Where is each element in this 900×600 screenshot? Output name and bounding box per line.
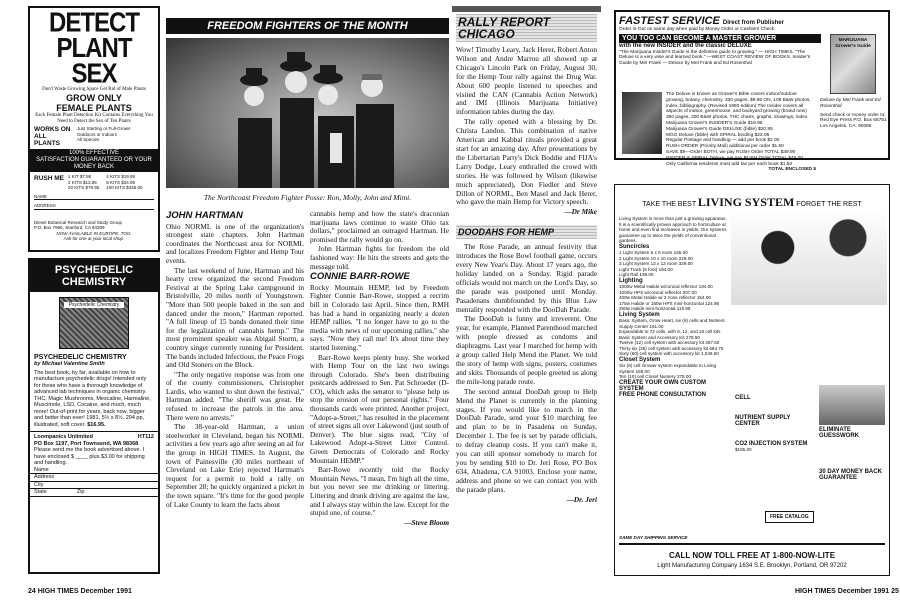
fastest-with-new: with the new INSIDER and the classic DELUXE bbox=[619, 42, 752, 49]
guarantee-heading: 30 DAY MONEY BACK GUARANTEE bbox=[819, 469, 882, 481]
insider-book-image bbox=[622, 92, 662, 154]
psyc-order-text: Please send me the book advertised above. I have enclosed $ ____ plus $3.00 for shipping and handling. bbox=[34, 447, 145, 466]
price-item: Ten (10) cell Closet Nursery 275.00 bbox=[619, 374, 692, 380]
psyc-state-zip bbox=[30, 489, 158, 497]
kit-option-2kits[interactable]: 2 KITS $13.95 bbox=[67, 179, 97, 185]
price-item: Basic System and Accessory Kit 278.50 bbox=[619, 334, 700, 340]
order-item: SAVE $9—Order BOTH, we pay RUSH Order TOTAL $39.90 bbox=[666, 149, 796, 155]
article-paragraph: "The only negative response was from one of the county commissioners, Christopher Lardis, who wanted to shut down the festival," Hartman added. "The sheriff was great. He refused to increase the patrols in the area. There were no arrests." bbox=[166, 369, 304, 422]
order-item: Only California residents must add tax per each book $1.50 bbox=[666, 161, 793, 167]
psyc-header-line1: PSYCHEDELIC bbox=[54, 264, 134, 276]
detect-title-line2: PLANT bbox=[56, 32, 132, 64]
psyc-city-field[interactable]: City bbox=[30, 482, 158, 490]
book-caption: Deluxe by Mel Frank and Ed Rosenthal bbox=[820, 98, 881, 109]
price-item: Expandable to 72 cells, with 6, 12, and 18 cell kits bbox=[619, 329, 721, 335]
photo-caption: The Northcoast Freedom Fighter Posse: Ron, Molly, John and Mimi. bbox=[203, 193, 412, 202]
detect-europe-sub: Ask for one at your local shop. bbox=[63, 236, 125, 241]
rally-title bbox=[456, 14, 597, 42]
price-item: 1000w HPS w/conical reflector 207.00 bbox=[619, 289, 697, 295]
psyc-address: PO Box 1197, Port Townsend, WA 98368 bbox=[34, 440, 139, 447]
free-catalog-badge[interactable]: FREE CATALOG bbox=[765, 511, 814, 523]
price-item: Light Track (6 foot) 194.00 bbox=[619, 266, 673, 272]
works-item: Outdoors or Indoors bbox=[77, 131, 118, 137]
doodahs-body bbox=[456, 243, 597, 504]
meter-image bbox=[819, 385, 885, 425]
freedom-column-2 bbox=[310, 210, 449, 582]
create-system: CREATE YOUR OWN CUSTOM SYSTEM bbox=[619, 379, 707, 392]
price-item: 250w Halide mini-horizontal 119.95 bbox=[619, 306, 691, 312]
article-paragraph: The DooDah is funny and irreverent. One year, for example, Planned Parenthood marched with people dressed as condoms and diaphragms. Last year I marched for hemp with a group called Help Mend the Planet. We told the story of hemp with signs, posters, costumes and skits. Thousands of people greeted us along the mile-long parade route. bbox=[456, 314, 597, 386]
living-system-ad bbox=[614, 184, 890, 576]
living-forget: FORGET THE REST bbox=[796, 201, 862, 208]
living-brand: LIVING SYSTEM bbox=[697, 195, 795, 209]
eliminate-heading: ELIMINATE GUESSWORK bbox=[819, 427, 860, 439]
kit-options bbox=[68, 174, 143, 191]
fastest-desc: The Deluxe is known as Grower's Bible covers indoor/outdoor growing, botany, chemistry. 330 pages. $9.95 ON, 108 B&W photos, index, bibliography. (Revised 1990 edition) The Insider covers all aspects of indoor, greenhouse, and backyard growing (brand new) 360 pages, 200 B&W photos, THC charts, graphs, drawings, index. bbox=[666, 92, 811, 121]
article-paragraph: The rally opened with a blessing by Dr. Christa Landon. This combination of native American and Kabbal rituals provided a great start for an amazing day. After presentations by the Libertarian Party's Dick Boddie and FIJA's Larry Dodge, Leary enthralled the crowd with stories. He was followed by Wilson (likewise much appreciated), Don Fiedler and Steve Dillon of NORML, Ben Masel and Jack Herer, who gave the main Hemp for Victory speech. bbox=[456, 117, 597, 207]
page-footer-left: 24 HIGH TIMES December 1991 bbox=[28, 588, 132, 595]
feature-co2: CO2 INJECTION SYSTEM bbox=[735, 441, 808, 447]
psyc-price: $16.95. bbox=[87, 421, 106, 428]
price-item: Light Rail 139.00 bbox=[619, 272, 654, 278]
posse-photo-illustration bbox=[166, 38, 449, 188]
grow-line2: FEMALE PLANTS bbox=[56, 103, 132, 113]
kit-option-8kits[interactable]: 8 KITS $34.95 bbox=[106, 179, 136, 185]
fastest-title: FASTEST SERVICE bbox=[619, 15, 720, 27]
co2-price: $155.00 bbox=[735, 447, 752, 452]
deluxe-book-label: MARIJUANA Grower's Guide bbox=[835, 38, 871, 49]
john-hartman-heading: JOHN HARTMAN bbox=[166, 210, 243, 221]
article-paragraph: cannabis hemp and how the state's draconian marijuana laws continue to waste Ohio tax dollars," proclaimed an outraged Hartman. He promised the rally would go on. bbox=[310, 209, 449, 244]
fastest-service-ad bbox=[614, 10, 890, 173]
living-intro: Living System is more than just a growing apparatus. It is a scientifically proven approach to horticulture at home and even find increases in yields. Our systems guarantee up to twice the yields of conventional gardens. bbox=[619, 216, 727, 244]
freedom-fighters-photo bbox=[166, 38, 449, 188]
detect-title-line3: SEX bbox=[71, 58, 117, 90]
order-item: RUSH ORDER (Priority Mail) additional per order $1.50 bbox=[666, 144, 784, 150]
living-take: TAKE THE BEST bbox=[642, 201, 696, 208]
fastest-order-line: Order in-Out on same day when paid by Money Order or Cashiers Check bbox=[619, 27, 775, 32]
fastest-title-row bbox=[619, 15, 885, 27]
order-item: Regular Postage and handling — add per book $2.00 bbox=[666, 138, 780, 144]
column-top-bar bbox=[452, 6, 601, 12]
price-item: Sixty (60) cell system with accessory kit 1,049.50 bbox=[619, 351, 719, 357]
order-item: MGG Deluxe (bible) with SPIRAL binding $22.95 bbox=[666, 132, 770, 138]
psyc-code: HT112 bbox=[137, 434, 154, 440]
article-paragraph: Barr-Rowe recently told the Rocky Mountain News, "I mean, I'm high all the time, but you never see me drinking or littering. Littering and drunk driving are against the law, and I always stay within the law. Except for the stupid one, of course." bbox=[310, 465, 449, 518]
article-paragraph: Ohio NORML is one of the organization's strongest state chapters. John Hartman coordinates the Northcoast area for NORML and localizes Freedom Fighter and Hemp Tour events. bbox=[166, 221, 304, 265]
psyc-publisher-row bbox=[30, 431, 158, 441]
price-item: 175w Halide or 150w HPS mini-horizontal 124.95 bbox=[619, 300, 720, 306]
rally-title-line1: RALLY REPORT bbox=[458, 15, 551, 29]
guarantee-text: SATISFACTION GUARANTEED OR YOUR MONEY BACK bbox=[36, 157, 152, 170]
feature-cell: CELL bbox=[735, 395, 751, 401]
price-item: 2 Light System 10 x 10 room 229.00 bbox=[619, 255, 693, 261]
rush-me: RUSH ME bbox=[34, 175, 64, 182]
section-heading: Lighting bbox=[619, 277, 643, 284]
price-item: Six (6) cell Grower system expandable to Living System 159.00 bbox=[619, 363, 717, 374]
fastest-order-list bbox=[666, 92, 816, 173]
psyc-header-line2: CHEMISTRY bbox=[61, 276, 127, 288]
lamps-photo bbox=[731, 209, 887, 305]
call-now bbox=[619, 543, 885, 569]
byline: —Steve Bloom bbox=[404, 517, 449, 527]
fastest-direct: Direct from Publisher bbox=[722, 20, 784, 26]
rally-report-column bbox=[452, 6, 601, 584]
rally-title-line2: CHICAGO bbox=[458, 27, 515, 41]
kit-option-1kit[interactable]: 1 KIT $7.95 bbox=[67, 174, 92, 179]
detect-plant-sex-ad bbox=[28, 6, 160, 252]
article-paragraph: John Hartman fights for freedom the old fashioned way: He hits the streets and gets the message told. bbox=[310, 244, 449, 271]
doodahs-title: DOODAHS FOR HEMP bbox=[456, 225, 597, 239]
freedom-fighters-header: FREEDOM FIGHTERS OF THE MONTH bbox=[166, 18, 449, 34]
psyc-blurb bbox=[30, 370, 158, 429]
price-item: 1 Light System 6 x 6 room 155.00 bbox=[619, 249, 688, 255]
detect-company: Diesel Botanical Research and Study Group bbox=[34, 219, 123, 225]
section-heading: Closet System bbox=[619, 357, 661, 364]
psyc-zip-field[interactable]: Zip bbox=[76, 489, 85, 495]
article-paragraph: The 38-year-old Hartman, a union steelworker in Cleveland, began his NORML activities a few years ago after seeing an ad for the group in HIGH TIMES. In August, the town of Painesville (30 miles northeast of Cleveland on Lake Erie) rejected Hartman's request for a permit to hold a rally on September 28; he quickly organized a picket in the town square. "It's time for the good people of Lake County to learn the facts about bbox=[166, 422, 304, 509]
free-phone: FREE PHONE CONSULTATION bbox=[619, 391, 706, 398]
article-paragraph: The last weekend of June, Hartman and his hearty crew organized the second Freedom Festival at the Spring Lake campground in Bristolville, 20 miles north of Youngstown. "More than 500 people baked in the sun and danced under the moon," Hartman reported. "A full lineup of 15 bands donated their time for the legalization of cannabis hemp." The most prominent speaker was Abigail Storm, a country singer currently running for President. The bands included Infectious, the Peace Frogs and Old Stoners on the Block. bbox=[166, 265, 304, 370]
effective-band bbox=[30, 149, 158, 172]
psyc-author: by Michael Valentine Smith bbox=[34, 361, 105, 367]
price-item: 400w Metal Halide w/ 2 zone reflector 154.00 bbox=[619, 295, 711, 301]
article-paragraph: The second annual DooDah group to Help Mend the Planet is currently in the planning stages. If you would like to march in the DooDah Parade, send your $10 marching fee and plan to be in Pasadena on Sunday, December 1. The fee is set by parade officials, to defray cleanup costs. If you can't make it, you can still sponsor somebody to march for you by sending $10 to Dr. Jeri Rose, PO Box 634, Altadena, CA 91003. Enclose your name, address and phone so we can contact you with the parade plans. bbox=[456, 386, 597, 494]
price-item: Thirty six (36) cell system with accessory kit 694.75 bbox=[619, 345, 724, 351]
kit-text: Each Female Plant Detection Kit Contains Everything You Need to Detect the Sex of Ten Plants bbox=[35, 113, 153, 124]
kit-option-4kits[interactable]: 4 KITS $19.95 bbox=[106, 174, 136, 179]
address-field[interactable]: ADDRESS bbox=[34, 203, 154, 210]
psyc-publisher: Loompanics Unlimited bbox=[34, 434, 93, 440]
works-list bbox=[77, 126, 131, 147]
same-day-shipping: SAME DAY SHIPPING SERVICE bbox=[619, 535, 688, 540]
living-price-list bbox=[619, 244, 729, 398]
psyc-name-field[interactable]: Name bbox=[30, 467, 158, 475]
price-item: 3 Light System 12 x 12 room 329.00 bbox=[619, 261, 693, 267]
works-item: Just Starting or Full-Grown bbox=[77, 126, 131, 131]
feature-nutrient: NUTRIENT SUPPLY CENTER bbox=[735, 415, 791, 427]
works-item: All Species bbox=[77, 137, 100, 142]
connie-heading: CONNIE BARR-ROWE bbox=[310, 271, 410, 283]
psyc-blurb-text: The best book, by far, available on how to manufacture psychedelic drugs! Intended only for those who have a thorough knowledge of advanced lab techniques in organic chemistry. THC, Magic Mushrooms, Mescaline, Harmaline, Muscimole, LSD, Cocaine, and much, much more! Out-of-print for years, back now, bigger and better than ever! 1981, 5½ x 8½, 204 pp, illustrated, soft cover. bbox=[34, 369, 151, 428]
article-paragraph: The Rose Parade, an annual festivity that introduces the Rose Bowl football game, occurs every New Year's Day. About 17 years ago, the holiday landed on a Sunday. Rigid parade officials would not march on the Lord's Day, so the parade was postponed until Monday. Pasadenans dumbfounded by this Blue Law mentality responded with the DooDah Parade. bbox=[456, 242, 597, 314]
psyc-title: PSYCHEDELIC CHEMISTRY bbox=[34, 354, 127, 361]
detect-title-line1: DETECT bbox=[49, 7, 139, 39]
byline: —Dr. Jeri bbox=[566, 494, 597, 504]
effective-text: 100% EFFECTIVE bbox=[68, 150, 119, 156]
section-heading: Suncircles bbox=[619, 243, 650, 250]
send-address: Send check or money order to: Red Eye Press P.O. Box 65751 Los Angeles, CA. 90065 bbox=[820, 112, 887, 130]
grow-line1: GROW ONLY bbox=[66, 93, 122, 103]
psyc-header bbox=[30, 260, 158, 292]
living-header bbox=[619, 195, 885, 210]
freedom-column-1 bbox=[166, 210, 304, 582]
psyc-address-field[interactable]: Address bbox=[30, 474, 158, 482]
order-item: Marijuana Grower's Guide DELUXE (bible) $20.95 bbox=[666, 126, 773, 132]
order-item: Marijuana Grower's INSIDER'S Guide $19.95 bbox=[666, 120, 763, 126]
total-enclosed: TOTAL ENCLOSED $ bbox=[768, 167, 816, 173]
book-cover-label: Psychedelic Chemistry bbox=[64, 302, 124, 308]
price-item: Twelve (12) cell system with accessory kit 357.60 bbox=[619, 340, 720, 346]
psyc-state-field[interactable]: State bbox=[34, 489, 47, 495]
name-field[interactable]: NAME bbox=[34, 194, 154, 201]
psychedelic-chemistry-ad bbox=[28, 258, 160, 574]
price-item: Basic System, Grow Heart, six (6) cells and Nutrient Supply Center 161.00 bbox=[619, 317, 725, 329]
fastest-quotes: "The Marijuana Insider's Guide is the definitive guide to growing." — HIGH TIMES. "The Deluxe is a very wise and learned book." —WEST COAST REVIEW OF BOOKS. Insider's Guide by Mel Frank — Deluxe by Mel Frank and Ed Rosenthal bbox=[619, 49, 811, 67]
detect-europe: NOW AVAILABLE IN EUROPE, TOO. bbox=[56, 230, 132, 236]
fastest-side bbox=[820, 98, 890, 130]
article-paragraph: Barr-Rowe keeps plenty busy. She worked with Hemp Tour on the last two swings through Colorado. She's been distributing postcards addressed to Sen. Pat Schroeder (D-CO), which asks the senator to "please help us stop the erosion of our personal rights." Four thousands cards were printed. Another project, "Adopt-a-Street," has resulted in the placement of street signs all over Lakewood (just south of Denver). The blue signs read, "City of Lakewood Adopt-a-Street Litter Control. Green Democrats of Colorado and Rocky Mountain HEMP." bbox=[310, 352, 449, 465]
article-paragraph: Rocky Mountain HEMP, led by Freedom Fighter Connie Barr-Rowe, stopped a recrim bill in Colorado last April. Since then, RMH has had a hand in organizing nearly a dozen HEMP rallies. "I no longer have to go to the media with news of our upcoming rallies," she says. "Now they call me! It's about time they started listening." bbox=[310, 282, 449, 352]
byline: —Dr Mike bbox=[564, 207, 597, 217]
book-cover-image bbox=[59, 297, 129, 349]
living-features bbox=[735, 395, 815, 453]
eliminate-guesswork bbox=[819, 385, 885, 481]
works-on: WORKS ON ALL PLANTS bbox=[34, 126, 71, 147]
kit-option-100kits[interactable]: 100 KITS $345.00 bbox=[106, 185, 143, 190]
article-paragraph: Wow! Timothy Leary, Jack Herer, Robert Anton Wilson and Andre Marrou all showed up at Chicago's Lincoln Park on Friday, August 30, for the Hemp Tour rally against the Drug War. About 600 people listened to speeches and visited the CAN (Cannabis Action Network) and IMI (Illinois Marijuana Initiative) information tables during the day. bbox=[456, 45, 597, 117]
call-number: CALL NOW TOLL FREE AT 1-800-NOW-LITE bbox=[668, 551, 836, 560]
kit-option-20kits[interactable]: 20 KITS $79.95 bbox=[67, 185, 100, 190]
living-company: Light Manufacturing Company 1634 S.E. Brooklyn, Portland, OR 97202 bbox=[657, 563, 847, 569]
price-item: 1000w Metal Halide w/conical reflector 194.00 bbox=[619, 283, 713, 289]
detect-intro: Don't Waste Growing Space Get Rid of Male Plants bbox=[42, 87, 146, 92]
detect-po: P.O. Box 7966, Stanford, CA 94309 bbox=[34, 225, 105, 230]
page-footer-right: HIGH TIMES December 1991 25 bbox=[795, 588, 899, 595]
rally-body bbox=[456, 46, 597, 217]
fastest-bar: YOU TOO CAN BECOME A MASTER GROWER bbox=[619, 34, 821, 43]
deluxe-book-image bbox=[830, 34, 876, 94]
order-item: INSIDER & SPIRAL Deluxe, we pay RUSH Order TOTAL $45.00 bbox=[666, 155, 803, 161]
section-heading: Living System bbox=[619, 311, 660, 318]
